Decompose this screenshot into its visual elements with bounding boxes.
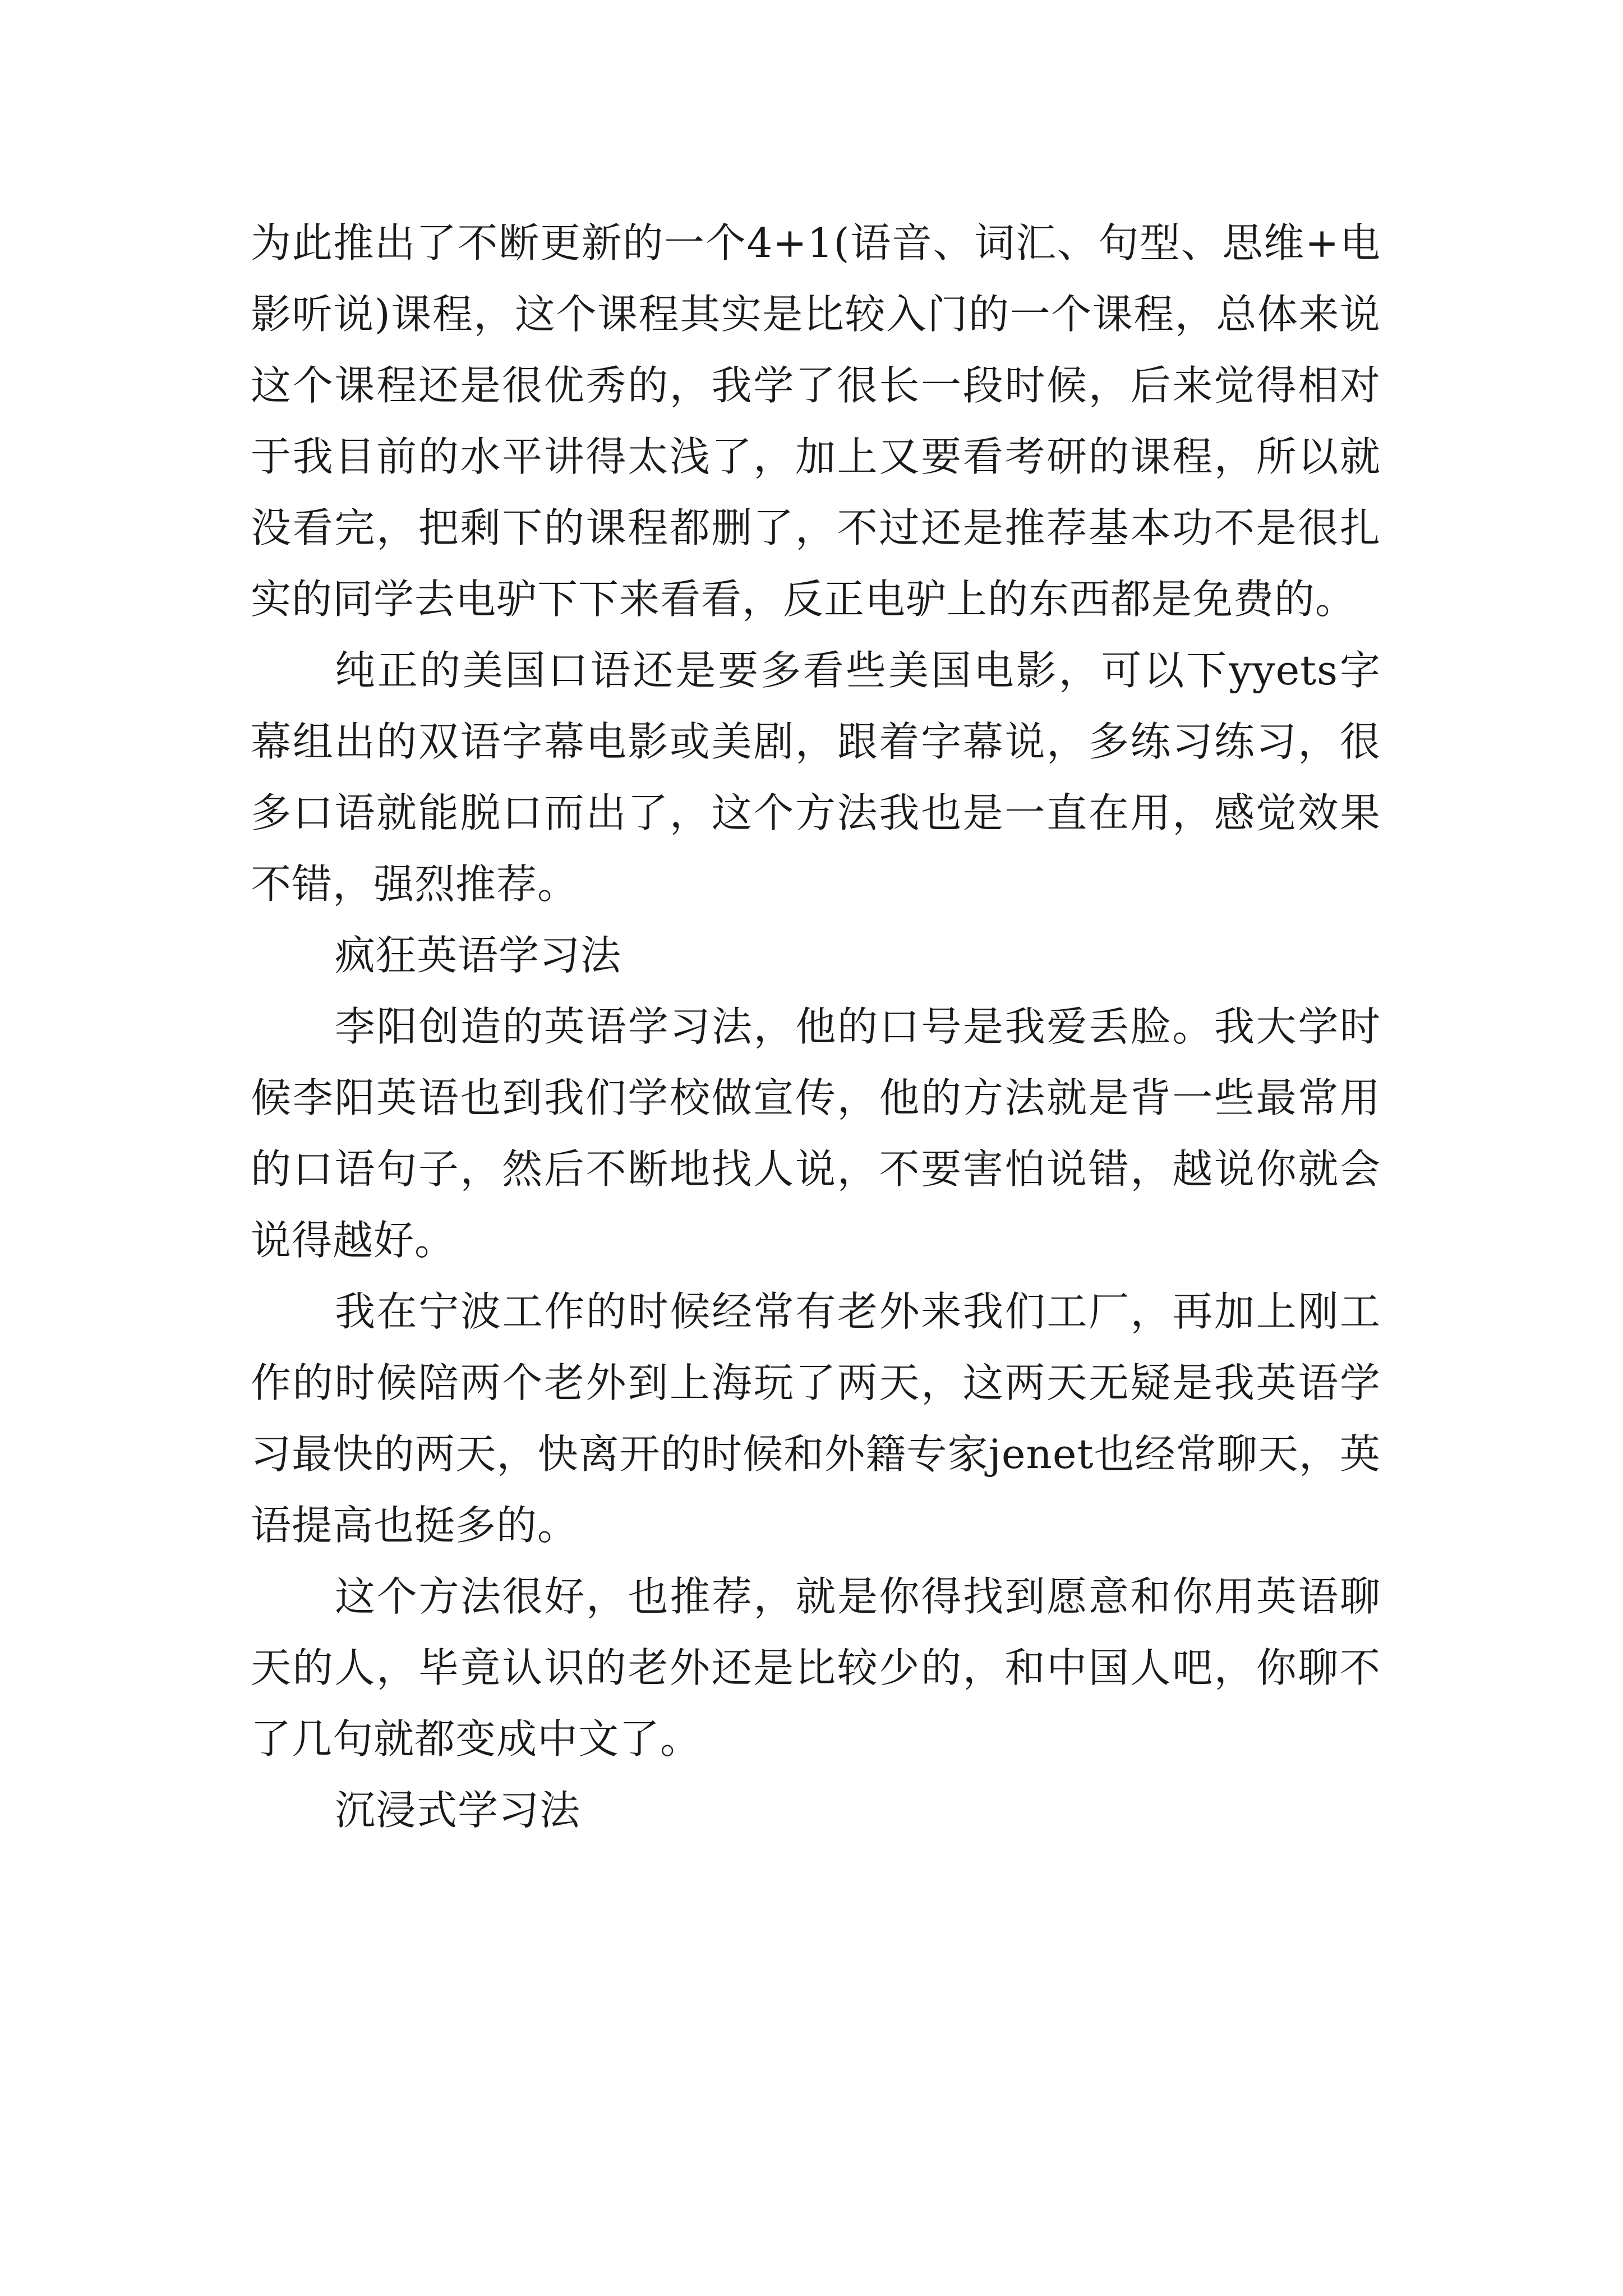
paragraph-li-yang: 李阳创造的英语学习法，他的口号是我爱丢脸。我大学时候李阳英语也到我们学校做宣传，他的方法就是背一些最常用的口语句子，然后不断地找人说，不要害怕说错，越说你就会说得越好。 [251,1003,1381,1264]
paragraph-american-movies: 纯正的美国口语还是要多看些美国电影，可以下yyets字幕组出的双语字幕电影或美剧，跟着字幕说，多练习练习，很多口语就能脱口而出了，这个方法我也是一直在用，感觉效果不错，强烈推荐。 [251,647,1381,908]
section-heading-immersion: 沉浸式学习法 [335,1787,581,1834]
paragraph-ningbo-work: 我在宁波工作的时候经常有老外来我们工厂，再加上刚工作的时候陪两个老外到上海玩了两天，这两天无疑是我英语学习最快的两天，快离开的时候和外籍专家jenet也经常聊天，英语提高也挺多的。 [251,1288,1381,1549]
document-body [251,208,1381,1846]
section-heading-crazy-english: 疯狂英语学习法 [335,932,622,979]
paragraph-course-continued: 为此推出了不断更新的一个4+1(语音、词汇、句型、思维+电影听说)课程，这个课程其实是比较入门的一个课程，总体来说这个课程还是很优秀的，我学了很长一段时候，后来觉得相对于我目前的水平讲得太浅了，加上又要看考研的课程，所以就没看完，把剩下的课程都删了，不过还是推荐基本功不是很扎实的同学去电驴下下来看看，反正电驴上的东西都是免费的。 [251,219,1381,623]
paragraph-method-recommendation: 这个方法很好，也推荐，就是你得找到愿意和你用英语聊天的人，毕竟认识的老外还是比较少的，和中国人吧，你聊不了几句就都变成中文了。 [251,1573,1381,1763]
